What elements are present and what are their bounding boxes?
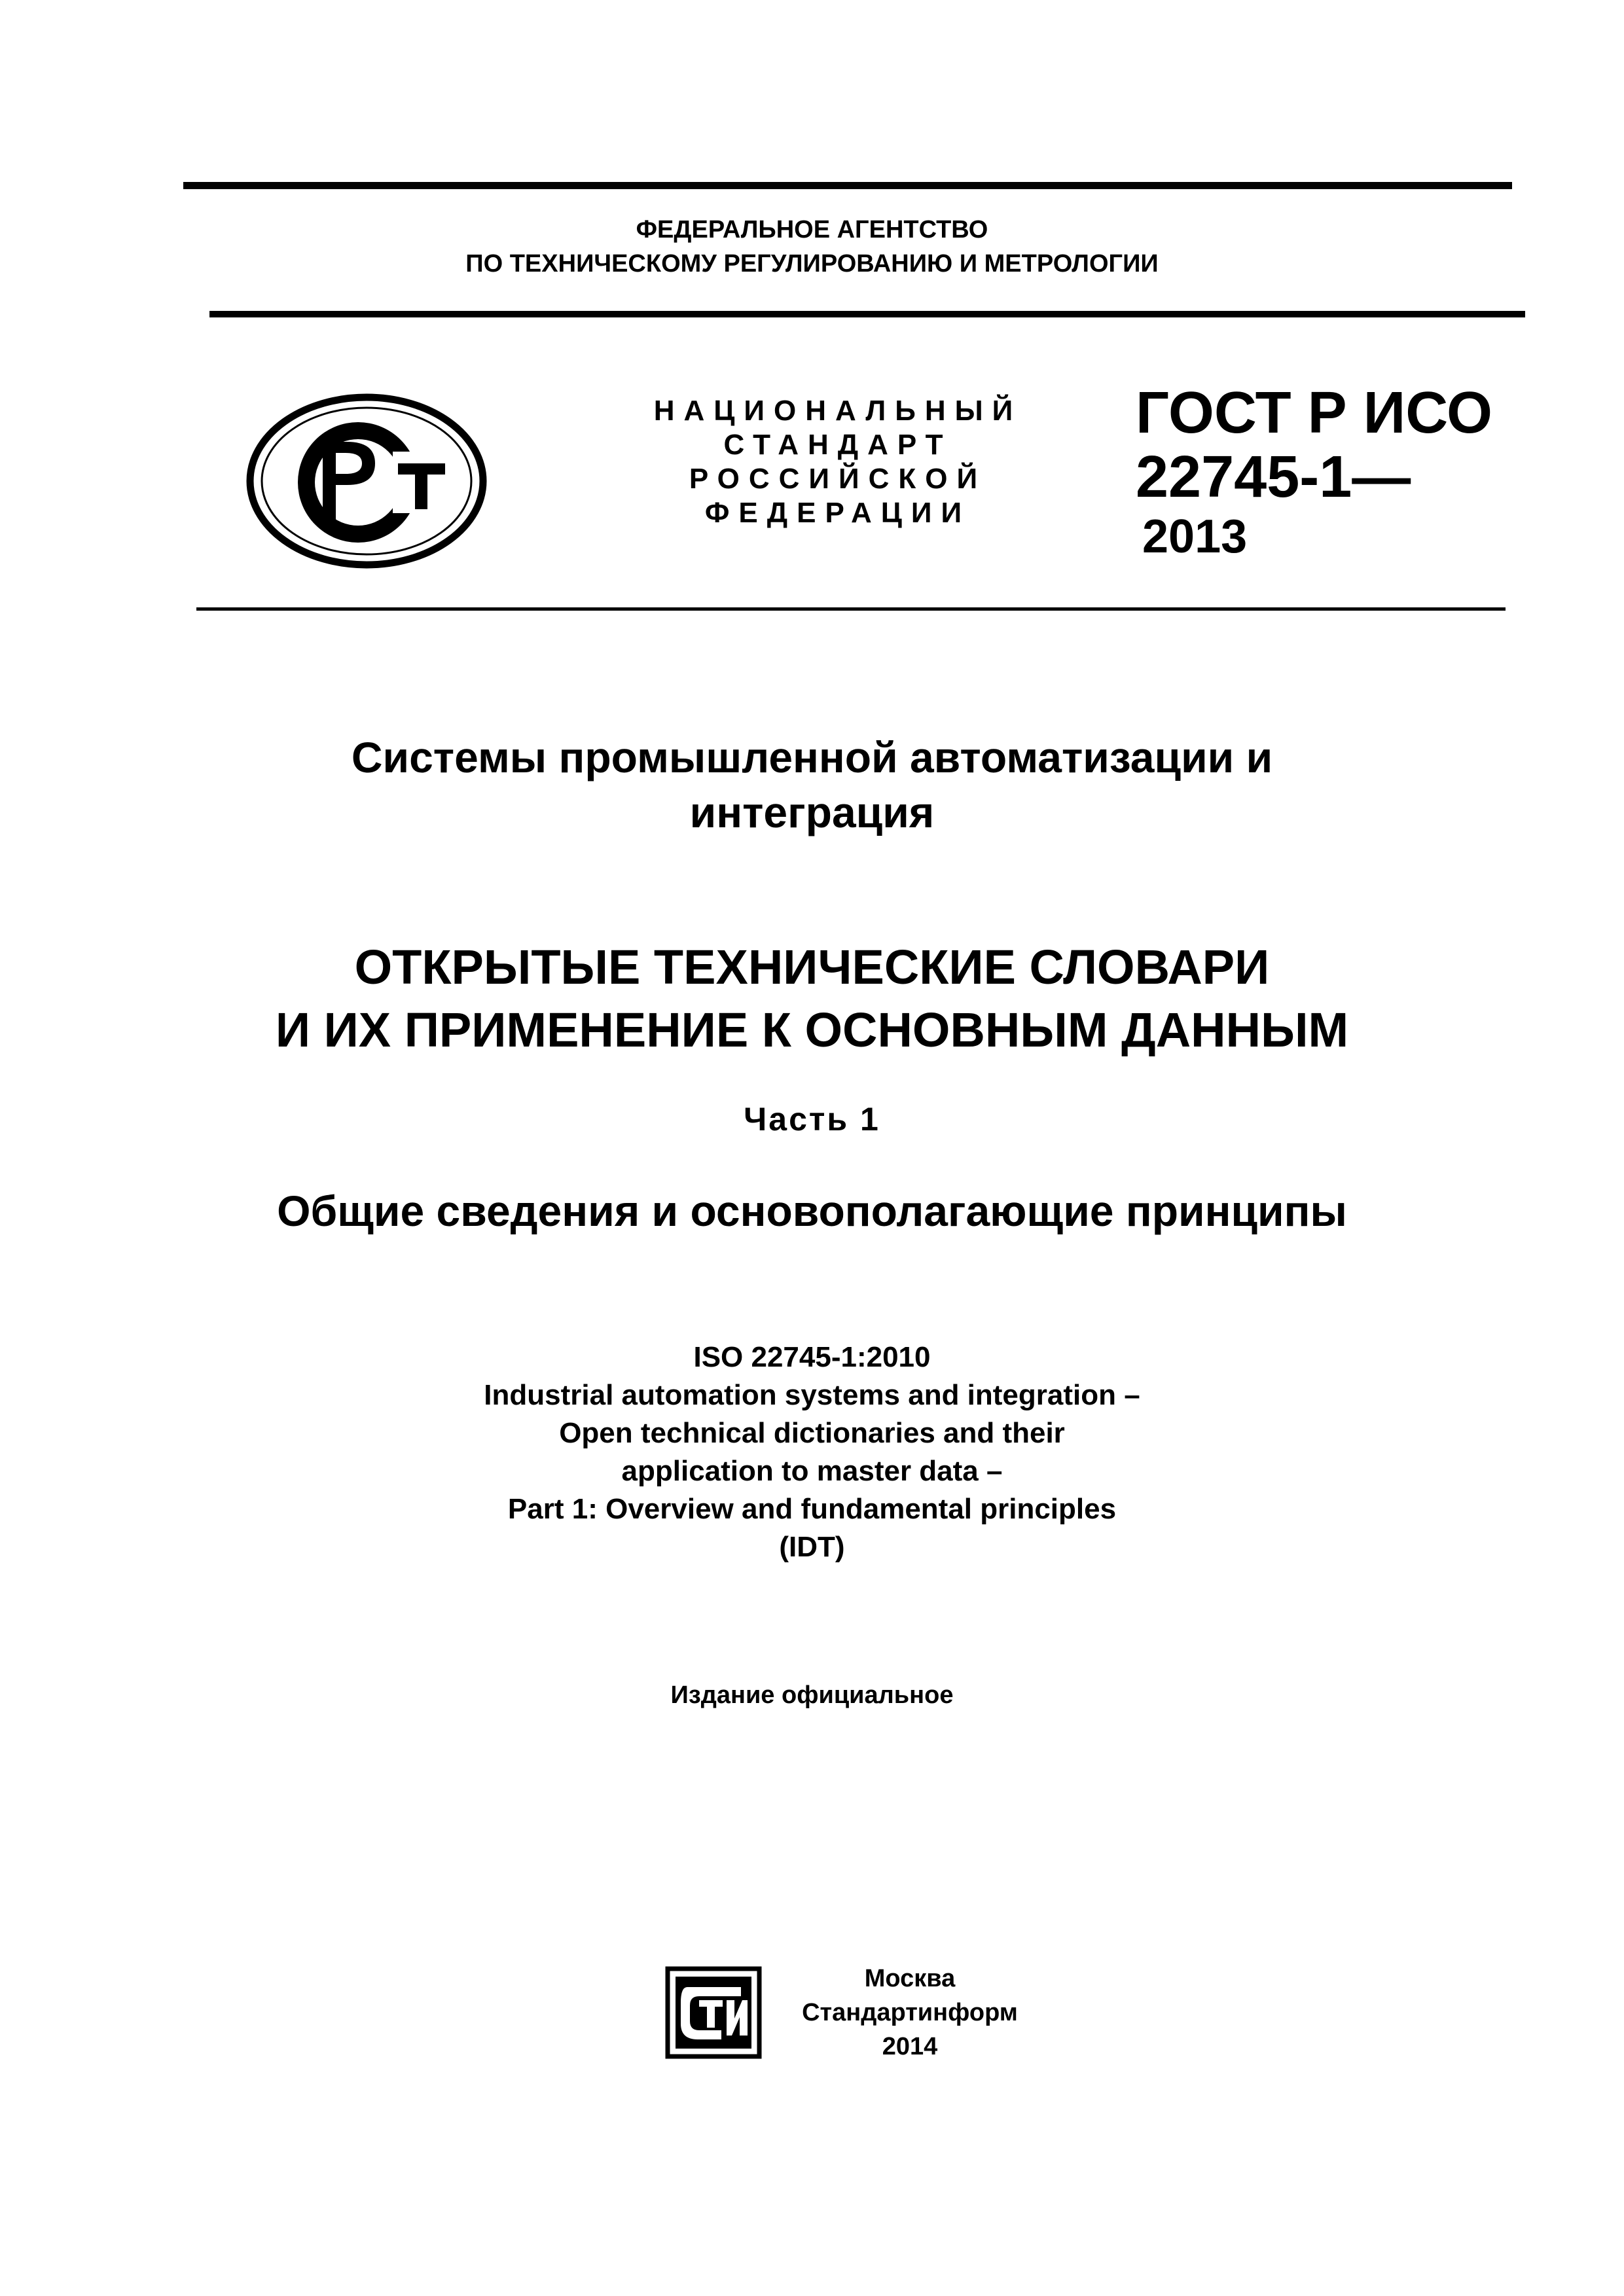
- main-title-line-2: И ИХ ПРИМЕНЕНИЕ К ОСНОВНЫМ ДАННЫМ: [275, 1003, 1349, 1057]
- series-title-line-2: интеграция: [689, 788, 935, 836]
- iso-line-1: ISO 22745-1:2010: [693, 1341, 931, 1373]
- main-title: [0, 936, 1624, 1062]
- national-line-2: СТАНДАРТ: [723, 429, 952, 461]
- agency-rule: [209, 311, 1525, 317]
- gost-r-mark-icon: [245, 393, 488, 569]
- iso-line-3: Open technical dictionaries and their: [559, 1417, 1065, 1449]
- designation-year: 2013: [1142, 511, 1248, 563]
- standartinform-logo-icon: [661, 1964, 766, 2062]
- publisher-city: Москва: [864, 1965, 956, 1992]
- publisher-name: Стандартинформ: [802, 1999, 1018, 2026]
- series-title: [0, 730, 1624, 840]
- national-line-3: РОССИЙСКОЙ: [689, 463, 987, 495]
- iso-line-2: Industrial automation systems and integration –: [484, 1379, 1140, 1411]
- agency-line-1: ФЕДЕРАЛЬНОЕ АГЕНТСТВО: [636, 216, 988, 243]
- header-rule: [196, 607, 1506, 611]
- edition-label: Издание официальное: [670, 1681, 954, 1709]
- designation-line-1: ГОСТ Р ИСО: [1136, 380, 1493, 446]
- series-title-line-1: Системы промышленной автоматизации и: [351, 733, 1273, 781]
- standard-designation: [1136, 381, 1492, 564]
- national-line-4: ФЕДЕРАЦИИ: [704, 497, 971, 529]
- publisher-block: [785, 1962, 1034, 2064]
- part-number: Часть 1: [744, 1101, 880, 1138]
- national-standard-label: [589, 394, 1087, 530]
- national-line-1: НАЦИОНАЛЬНЫЙ: [653, 395, 1022, 427]
- agency-name: [0, 213, 1624, 281]
- part-subtitle: Общие сведения и основополагающие принципы: [277, 1187, 1347, 1235]
- publisher-year: 2014: [882, 2033, 938, 2060]
- designation-line-2: 22745-1—: [1136, 444, 1411, 510]
- iso-line-6: (IDT): [779, 1531, 845, 1563]
- international-standard: [0, 1338, 1624, 1566]
- main-title-line-1: ОТКРЫТЫЕ ТЕХНИЧЕСКИЕ СЛОВАРИ: [354, 940, 1270, 994]
- iso-line-4: application to master data –: [621, 1455, 1003, 1487]
- agency-line-2: ПО ТЕХНИЧЕСКОМУ РЕГУЛИРОВАНИЮ И МЕТРОЛОГИИ: [465, 250, 1159, 278]
- top-rule: [183, 182, 1512, 189]
- iso-line-5: Part 1: Overview and fundamental principles: [507, 1493, 1117, 1525]
